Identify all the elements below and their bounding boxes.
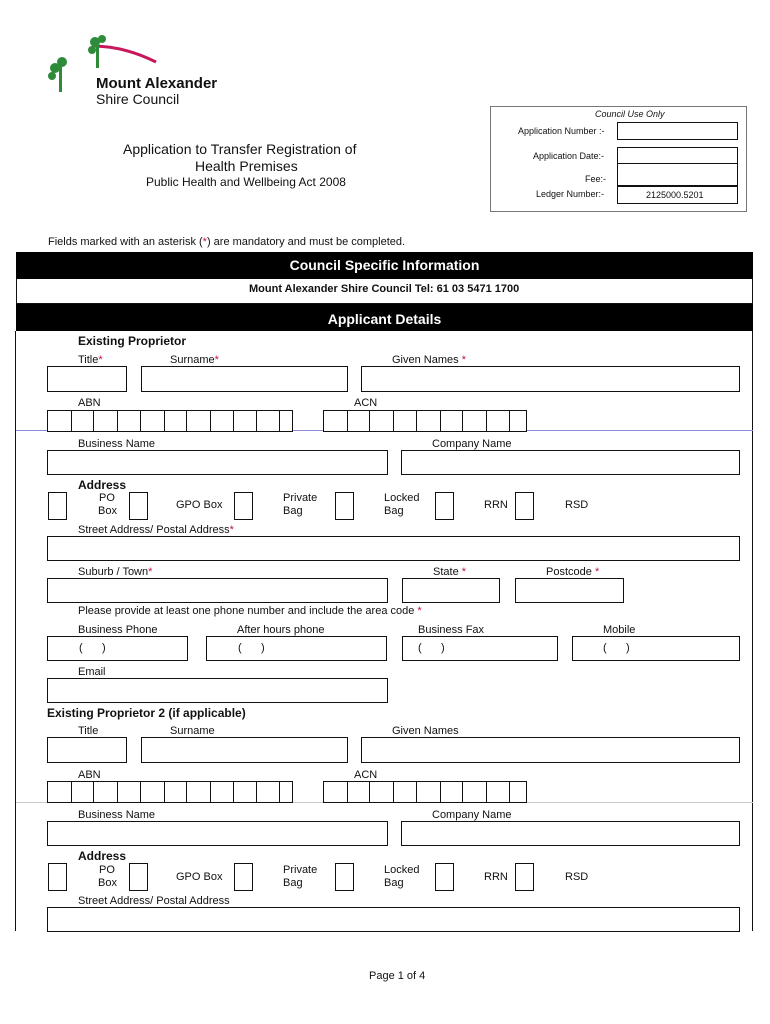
rrn-checkbox[interactable] bbox=[435, 492, 454, 520]
ledger-number-value: 2125000.5201 bbox=[646, 190, 704, 200]
page-number: Page 1 of 4 bbox=[369, 970, 426, 982]
acn-label: ACN bbox=[354, 397, 378, 409]
abn-input[interactable] bbox=[47, 410, 292, 432]
p2-private-bag-checkbox[interactable] bbox=[234, 863, 253, 891]
p2-po-box-label-2: Box bbox=[98, 877, 117, 889]
rsd-checkbox[interactable] bbox=[515, 492, 534, 520]
council-use-header: Council Use Only bbox=[595, 109, 665, 119]
street-address-label: Street Address/ Postal Address* bbox=[78, 524, 234, 536]
p2-rrn-checkbox[interactable] bbox=[435, 863, 454, 891]
p2-acn-input[interactable] bbox=[323, 781, 525, 803]
p2-title-label: Title bbox=[78, 725, 99, 737]
application-date-label: Application Date:- bbox=[533, 151, 605, 161]
logo-name: Mount Alexander bbox=[96, 75, 218, 92]
business-fax-area-close: ) bbox=[441, 642, 445, 654]
p2-address-heading: Address bbox=[78, 849, 127, 863]
p2-gpo-box-checkbox[interactable] bbox=[129, 863, 148, 891]
p2-given-names-label: Given Names bbox=[392, 725, 459, 737]
p2-rrn-label: RRN bbox=[484, 871, 508, 883]
council-section-header: Council Specific Information bbox=[16, 252, 753, 279]
title-input[interactable] bbox=[47, 366, 127, 392]
form-title-line2: Health Premises bbox=[195, 158, 298, 174]
application-date-field[interactable] bbox=[617, 147, 738, 164]
postcode-label: Postcode * bbox=[546, 566, 600, 578]
mobile-area-open: ( bbox=[603, 642, 607, 654]
ledger-number-label: Ledger Number:- bbox=[536, 189, 605, 199]
address-heading: Address bbox=[78, 478, 127, 492]
page-frame-left bbox=[15, 331, 16, 931]
after-hours-area-close: ) bbox=[261, 642, 265, 654]
business-fax-label: Business Fax bbox=[418, 624, 485, 636]
business-fax-area-open: ( bbox=[418, 642, 422, 654]
p2-street-address-label: Street Address/ Postal Address bbox=[78, 895, 230, 907]
logo-subtitle: Shire Council bbox=[96, 91, 180, 107]
abn-label: ABN bbox=[78, 397, 101, 409]
po-box-checkbox[interactable] bbox=[48, 492, 67, 520]
p2-rsd-label: RSD bbox=[565, 871, 589, 883]
business-phone-area-open: ( bbox=[79, 642, 83, 654]
locked-bag-checkbox[interactable] bbox=[335, 492, 354, 520]
after-hours-area-open: ( bbox=[238, 642, 242, 654]
mobile-input[interactable] bbox=[572, 636, 740, 661]
mobile-label: Mobile bbox=[603, 624, 636, 636]
fee-label: Fee:- bbox=[585, 174, 607, 184]
surname-input[interactable] bbox=[141, 366, 348, 392]
p2-given-names-input[interactable] bbox=[361, 737, 740, 763]
business-fax-input[interactable] bbox=[402, 636, 558, 661]
form-title-line1: Application to Transfer Registration of bbox=[123, 141, 357, 157]
state-input[interactable] bbox=[402, 578, 500, 603]
p2-gpo-box-label: GPO Box bbox=[176, 871, 223, 883]
locked-bag-label-2: Bag bbox=[384, 505, 404, 517]
locked-bag-label-1: Locked bbox=[384, 492, 420, 504]
p2-company-name-label: Company Name bbox=[432, 809, 512, 821]
gpo-box-checkbox[interactable] bbox=[129, 492, 148, 520]
fee-field[interactable] bbox=[617, 164, 738, 186]
phone-note: Please provide at least one phone number and include the area code * bbox=[78, 605, 422, 617]
p2-locked-bag-checkbox[interactable] bbox=[335, 863, 354, 891]
page-frame-right bbox=[752, 331, 753, 931]
surname-label: Surname* bbox=[170, 354, 219, 366]
po-box-label-1: PO bbox=[99, 492, 115, 504]
p2-private-bag-label-2: Bag bbox=[283, 877, 303, 889]
p2-po-box-checkbox[interactable] bbox=[48, 863, 67, 891]
given-names-label: Given Names * bbox=[392, 354, 466, 366]
gpo-box-label: GPO Box bbox=[176, 499, 223, 511]
acn-input[interactable] bbox=[323, 410, 525, 432]
council-contact: Mount Alexander Shire Council Tel: 61 03 5471 1700 bbox=[249, 283, 520, 295]
business-phone-input[interactable] bbox=[47, 636, 188, 661]
title-label: Title* bbox=[78, 354, 103, 366]
p2-locked-bag-label-2: Bag bbox=[384, 877, 404, 889]
private-bag-checkbox[interactable] bbox=[234, 492, 253, 520]
proprietor2-heading: Existing Proprietor 2 (if applicable) bbox=[47, 706, 246, 720]
p2-street-address-input[interactable] bbox=[47, 907, 740, 932]
p2-business-name-input[interactable] bbox=[47, 821, 388, 846]
suburb-input[interactable] bbox=[47, 578, 388, 603]
email-input[interactable] bbox=[47, 678, 388, 703]
p2-locked-bag-label-1: Locked bbox=[384, 864, 420, 876]
p2-title-input[interactable] bbox=[47, 737, 127, 763]
email-label: Email bbox=[78, 666, 106, 678]
applicant-section-header: Applicant Details bbox=[16, 304, 753, 331]
company-name-input[interactable] bbox=[401, 450, 740, 475]
rsd-label: RSD bbox=[565, 499, 589, 511]
mobile-area-close: ) bbox=[626, 642, 630, 654]
mandatory-note: Fields marked with an asterisk (*) are mandatory and must be completed. bbox=[48, 236, 406, 248]
private-bag-label-1: Private bbox=[283, 492, 318, 504]
council-logo bbox=[44, 34, 244, 114]
postcode-input[interactable] bbox=[515, 578, 624, 603]
p2-po-box-label-1: PO bbox=[99, 864, 115, 876]
company-name-label: Company Name bbox=[432, 438, 512, 450]
p2-abn-input[interactable] bbox=[47, 781, 292, 803]
application-number-label: Application Number :- bbox=[518, 126, 605, 136]
after-hours-label: After hours phone bbox=[237, 624, 325, 636]
p2-private-bag-label-1: Private bbox=[283, 864, 318, 876]
proprietor1-heading: Existing Proprietor bbox=[78, 334, 187, 348]
p2-acn-label: ACN bbox=[354, 769, 378, 781]
business-phone-area-close: ) bbox=[102, 642, 106, 654]
application-number-field[interactable] bbox=[617, 122, 738, 140]
state-label: State * bbox=[433, 566, 467, 578]
p2-abn-label: ABN bbox=[78, 769, 101, 781]
p2-rsd-checkbox[interactable] bbox=[515, 863, 534, 891]
p2-company-name-input[interactable] bbox=[401, 821, 740, 846]
street-address-input[interactable] bbox=[47, 536, 740, 561]
po-box-label-2: Box bbox=[98, 505, 117, 517]
p2-business-name-label: Business Name bbox=[78, 809, 156, 821]
business-name-label: Business Name bbox=[78, 438, 156, 450]
business-name-input[interactable] bbox=[47, 450, 388, 475]
rrn-label: RRN bbox=[484, 499, 508, 511]
p2-surname-input[interactable] bbox=[141, 737, 348, 763]
suburb-label: Suburb / Town* bbox=[78, 566, 153, 578]
given-names-input[interactable] bbox=[361, 366, 740, 392]
business-phone-label: Business Phone bbox=[78, 624, 158, 636]
after-hours-input[interactable] bbox=[206, 636, 387, 661]
private-bag-label-2: Bag bbox=[283, 505, 303, 517]
p2-surname-label: Surname bbox=[170, 725, 215, 737]
form-subtitle: Public Health and Wellbeing Act 2008 bbox=[146, 175, 346, 189]
